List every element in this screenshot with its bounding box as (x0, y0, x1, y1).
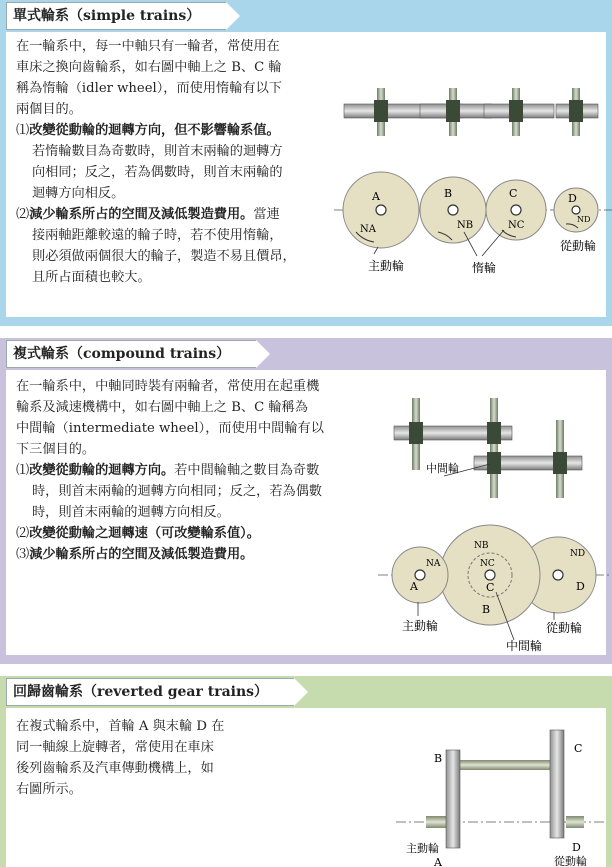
intro-text (16, 376, 376, 565)
gear-a (392, 547, 448, 603)
top-view-gears (344, 100, 598, 122)
caption-driver: 主動輪 (368, 259, 405, 273)
label-a: A (410, 580, 418, 593)
point-1: ⑴改變從動輪的迴轉方向。若中間輪軸之數目為奇數 (16, 463, 320, 478)
caption-driver: 主動輪 (406, 842, 439, 855)
caption-driven: 從動輪 (554, 855, 587, 867)
caption-driven: 從動輪 (560, 239, 597, 253)
text-line: 迴轉方向相反。 (32, 186, 125, 201)
text-line: 向相同；反之，若為偶數時，則首末兩輪的 (32, 165, 283, 180)
caption-intermediate: 中間輪 (506, 639, 543, 653)
text-line: 接兩軸距離較遠的輪子時，若不使用惰輪， (32, 228, 283, 243)
label-c: C (486, 581, 495, 594)
label-d: D (576, 580, 585, 593)
section-simple-trains (0, 0, 612, 326)
label-d: D (572, 841, 581, 854)
text-line: 同一軸線上旋轉者，常使用在車床 (16, 740, 214, 755)
label-b: B (482, 603, 491, 616)
text-line: 若惰輪數目為奇數時，則首末兩輪的迴轉方 (32, 144, 283, 159)
output-shaft (566, 816, 584, 828)
label-nc: NC (480, 559, 495, 569)
text-line: 中間輪（intermediate wheel），而使用中間輪有以 (16, 421, 324, 436)
compound-train-figure (378, 370, 612, 655)
point-2: ⑵減少輪系所占的空間及減低製造費用。當連 (16, 207, 280, 222)
text-line: 則必須做兩個很大的輪子，製造不易且價昂， (32, 249, 296, 264)
gear-c-d (550, 730, 564, 838)
top-view (394, 398, 582, 498)
text-line: 兩個目的。 (16, 102, 82, 117)
label-d: D (568, 192, 577, 205)
label-na: NA (360, 224, 376, 235)
intro-text (16, 36, 336, 288)
text-line: 車床之換向齒輪系，如右圖中軸上之 B、C 輪 (16, 60, 282, 75)
section-content (6, 370, 606, 655)
gear-b (420, 177, 486, 243)
label-c: C (509, 187, 518, 200)
section-compound-trains (0, 338, 612, 664)
text-line: 且所占面積也較大。 (32, 270, 151, 285)
section-content (6, 32, 606, 317)
label-nc: NC (508, 220, 525, 231)
text-line: 時，則首末兩輪的迴轉方向相同；反之，若為偶數 (32, 484, 323, 499)
text-line: 右圖所示。 (16, 782, 82, 797)
section-content (6, 708, 606, 867)
gear-a (343, 172, 419, 248)
text-line: 後列齒輪系及汽車傳動機構上，如 (16, 761, 214, 776)
text-line: 在一輪系中，中軸同時裝有兩輪者，常使用在起重機 (16, 379, 320, 394)
text-line: 時，則首末兩輪的迴轉方向相反。 (32, 505, 230, 520)
text-line: 輪系及減速機構中，如右圖中軸上之 B、C 輪稱為 (16, 400, 308, 415)
label-nd: ND (577, 215, 591, 224)
label-nb: NB (457, 220, 474, 231)
caption-driven: 從動輪 (546, 621, 583, 635)
caption-idler: 惰輪 (472, 261, 497, 275)
label-a: A (372, 190, 380, 203)
label-na: NA (426, 559, 441, 569)
intro-text (16, 716, 266, 800)
label-nb: NB (474, 541, 489, 551)
text-line: 稱為惰輪（idler wheel），而使用惰輪有以下 (16, 81, 282, 96)
point-1: ⑴改變從動輪的迴轉方向，但不影響輪系值。 (16, 123, 280, 138)
caption-driver: 主動輪 (402, 619, 439, 633)
point-2: ⑵改變從動輪之迴轉速（可改變輪系值）。 (16, 526, 260, 541)
text-line: 在一輪系中，每一中軸只有一輪者，常使用在 (16, 39, 280, 54)
countershaft (460, 760, 560, 770)
reverted-train-figure (386, 708, 612, 867)
text-line: 在複式輪系中，首輪 A 與末輪 D 在 (16, 719, 225, 734)
label-b: B (444, 187, 453, 200)
section-reverted-trains (0, 676, 612, 867)
section-title: 複式輪系（compound trains） (6, 340, 256, 368)
section-title: 回歸齒輪系（reverted gear trains） (6, 678, 294, 706)
text-line: 下三個目的。 (16, 442, 96, 457)
label-b: B (434, 752, 443, 765)
label-nd: ND (570, 549, 586, 559)
simple-train-figure (334, 32, 612, 317)
label-c: C (574, 742, 583, 755)
gear-a-b (446, 750, 460, 848)
section-title: 單式輪系（simple trains） (6, 2, 226, 30)
caption-intermediate-top: 中間輪 (426, 462, 459, 475)
point-3: ⑶減少輪系所占的空間及減低製造費用。 (16, 547, 254, 562)
label-a: A (434, 856, 442, 867)
